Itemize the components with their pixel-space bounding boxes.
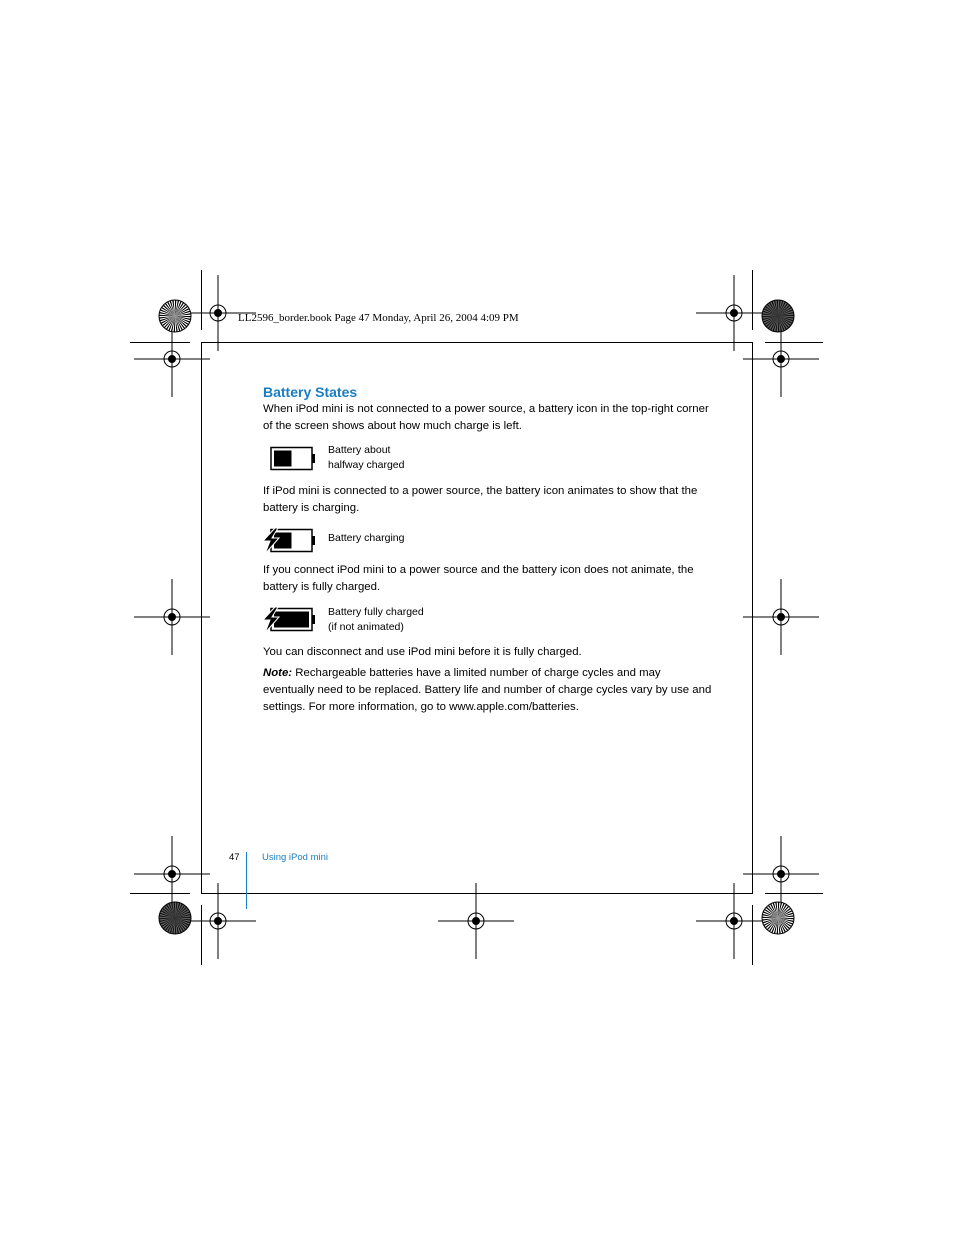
- section-heading: Battery States: [263, 384, 358, 400]
- slug-line: LL2596_border.book Page 47 Monday, April 26, 2004 4:09 PM: [238, 312, 519, 324]
- registration-target: [438, 883, 514, 959]
- registration-target: [743, 579, 819, 655]
- registration-target: [180, 883, 256, 959]
- registration-target: [134, 579, 210, 655]
- battery-half-icon: [270, 446, 316, 472]
- intro-paragraph: When iPod mini is not connected to a power source, a battery icon in the top-right corner of the screen shows about how much charge is left.: [263, 403, 709, 432]
- registration-target: [743, 321, 819, 397]
- footer-chapter-title: Using iPod mini: [262, 852, 328, 863]
- starburst-mark: [762, 902, 794, 934]
- registration-target: [134, 321, 210, 397]
- registration-target: [134, 836, 210, 912]
- starburst-mark: [762, 300, 794, 332]
- footer-divider: [246, 852, 247, 909]
- page-number: 47: [229, 852, 240, 863]
- registration-target: [743, 836, 819, 912]
- full-charge-paragraph: If you connect iPod mini to a power source and the battery icon does not animate, the battery is fully charged.: [263, 564, 694, 593]
- charging-paragraph: If iPod mini is connected to a power source, the battery icon animates to show that the battery is charging.: [263, 485, 698, 514]
- battery-charging-caption: Battery charging: [328, 532, 405, 544]
- starburst-mark: [159, 300, 191, 332]
- registration-target: [696, 275, 772, 351]
- battery-half-caption: Battery about halfway charged: [328, 444, 405, 471]
- note-label: Note:: [263, 667, 293, 679]
- disconnect-paragraph: You can disconnect and use iPod mini before it is fully charged.: [263, 646, 582, 658]
- registration-target: [696, 883, 772, 959]
- battery-charging-icon: [262, 527, 316, 555]
- battery-full-caption: Battery fully charged (if not animated): [328, 606, 424, 633]
- battery-full-icon: [262, 606, 316, 634]
- starburst-mark: [159, 902, 191, 934]
- note-paragraph: [263, 665, 713, 716]
- note-text: Rechargeable batteries have a limited number of charge cycles and may eventually need to be replaced. Battery life and number of charge cycles vary by use and settings. For more information, go to www.apple.com/batteries.: [263, 667, 712, 713]
